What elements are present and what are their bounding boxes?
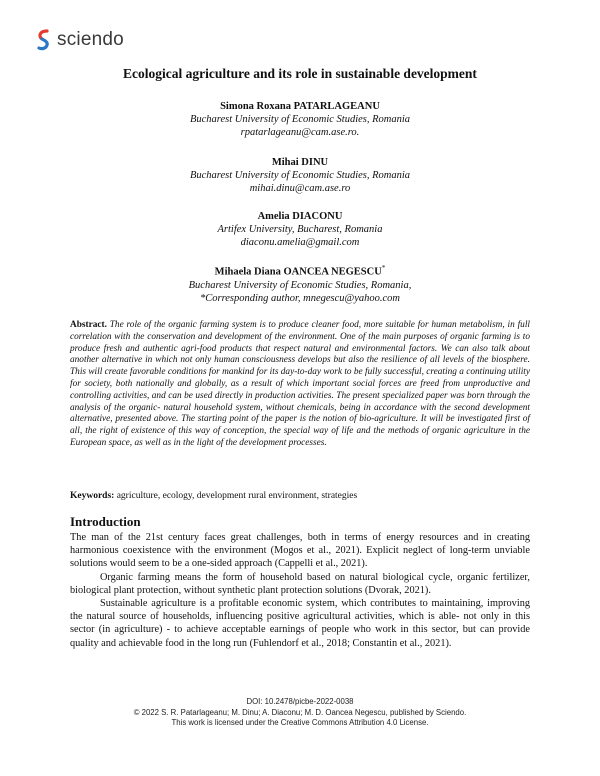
- paragraph: The man of the 21st century faces great challenges, both in terms of energy resources and in creating harmonious coexistence with the environment (Mogos et al., 2021). Explicit neglect of long-term unviable solutions would seem to be a one-sided approach (Cappelli et al., 2021).: [70, 532, 530, 570]
- introduction-body: [70, 531, 530, 650]
- sciendo-logo: [36, 29, 124, 51]
- section-heading-introduction: Introduction: [70, 514, 141, 529]
- author-block: [0, 262, 600, 305]
- author-name: Mihai DINU: [271, 157, 329, 168]
- author-block: [0, 156, 600, 195]
- author-affiliation: Bucharest University of Economic Studies, Romania,: [188, 279, 412, 291]
- author-affiliation: Bucharest University of Economic Studies, Romania: [189, 114, 411, 125]
- abstract-label: Abstract.: [70, 320, 107, 330]
- corresponding-author-email[interactable]: *Corresponding author, mnegescu@yahoo.com: [199, 292, 400, 304]
- author-block: [0, 210, 600, 249]
- copyright: © 2022 S. R. Patarlageanu; M. Dinu; A. Diaconu; M. D. Oancea Negescu, published by Sciendo.: [133, 707, 467, 717]
- author-email[interactable]: diaconu.amelia@gmail.com: [240, 237, 360, 248]
- keywords: [70, 491, 530, 501]
- keywords-text: agriculture, ecology, development rural environment, strategies: [116, 491, 358, 501]
- page-footer: [0, 697, 600, 729]
- license: This work is licensed under the Creative Commons Attribution 4.0 License.: [171, 718, 429, 727]
- author-name: Amelia DIACONU: [257, 211, 343, 222]
- author-affiliation: Bucharest University of Economic Studies, Romania: [189, 170, 411, 181]
- sciendo-logo-icon: [36, 29, 52, 51]
- brand-name: sciendo: [57, 29, 124, 50]
- author-email[interactable]: rpatarlageanu@cam.ase.ro.: [240, 127, 360, 138]
- abstract: [70, 320, 530, 450]
- keywords-label: Keywords:: [70, 491, 115, 501]
- author-block: [0, 100, 600, 139]
- paragraph: Organic farming means the form of household based on natural biological cycle, organic fertilizer, biological plant protection, without synthetic plant protection solutions (Dvorak, 2021).: [70, 571, 530, 596]
- abstract-text: The role of the organic farming system is to produce cleaner food, more suitable for human metabolism, in full correlation with the conservation and development of the environment. One of the main purposes of organic farming is to produce fresh and authentic agri-food products that respect natural and environmental factors. We can also talk about another alternative in which not only human consciousness develops but also the resilience of all levels of the biosphere. This will create favorable conditions for mankind for its day-to-day work to be fully successful, creating a continuing utility for society, both nationally and globally, as a result of which important social forces are freed from unproductive and controlling activities, and can be used directly in production activities. The present specialized paper was born through the analysis of the organic- natural household system, without chemicals, being in accordance with the second development alternative, presented above. The starting point of the paper is the notion of bio-agriculture. It will be investigated first of all, the right of existence of this way of conception, the special way of life and the methods of organic agriculture in the European space, as well as in the light of the development processes.: [70, 320, 530, 448]
- author-name: [0, 262, 600, 279]
- paragraph: Sustainable agriculture is a profitable economic system, which contributes to maintaining, improving the natural source of households, influencing positive agricultural activities, which is able- not only in this sector (in agriculture) - to achieve acceptable earnings of people who work in this sector, but can provide quality and achievable food in the long run (Fuhlendorf et al., 2018; Constantin et al., 2021).: [70, 598, 530, 649]
- paper-title: Ecological agriculture and its role in sustainable development: [123, 66, 477, 81]
- corresponding-mark: *: [381, 264, 386, 272]
- author-email[interactable]: mihai.dinu@cam.ase.ro: [249, 183, 351, 194]
- author-affiliation: Artifex University, Bucharest, Romania: [217, 224, 383, 235]
- doi[interactable]: DOI: 10.2478/picbe-2022-0038: [246, 697, 354, 706]
- author-name-text: Mihaela Diana OANCEA NEGESCU: [214, 266, 382, 278]
- author-name: Simona Roxana PATARLAGEANU: [220, 101, 380, 112]
